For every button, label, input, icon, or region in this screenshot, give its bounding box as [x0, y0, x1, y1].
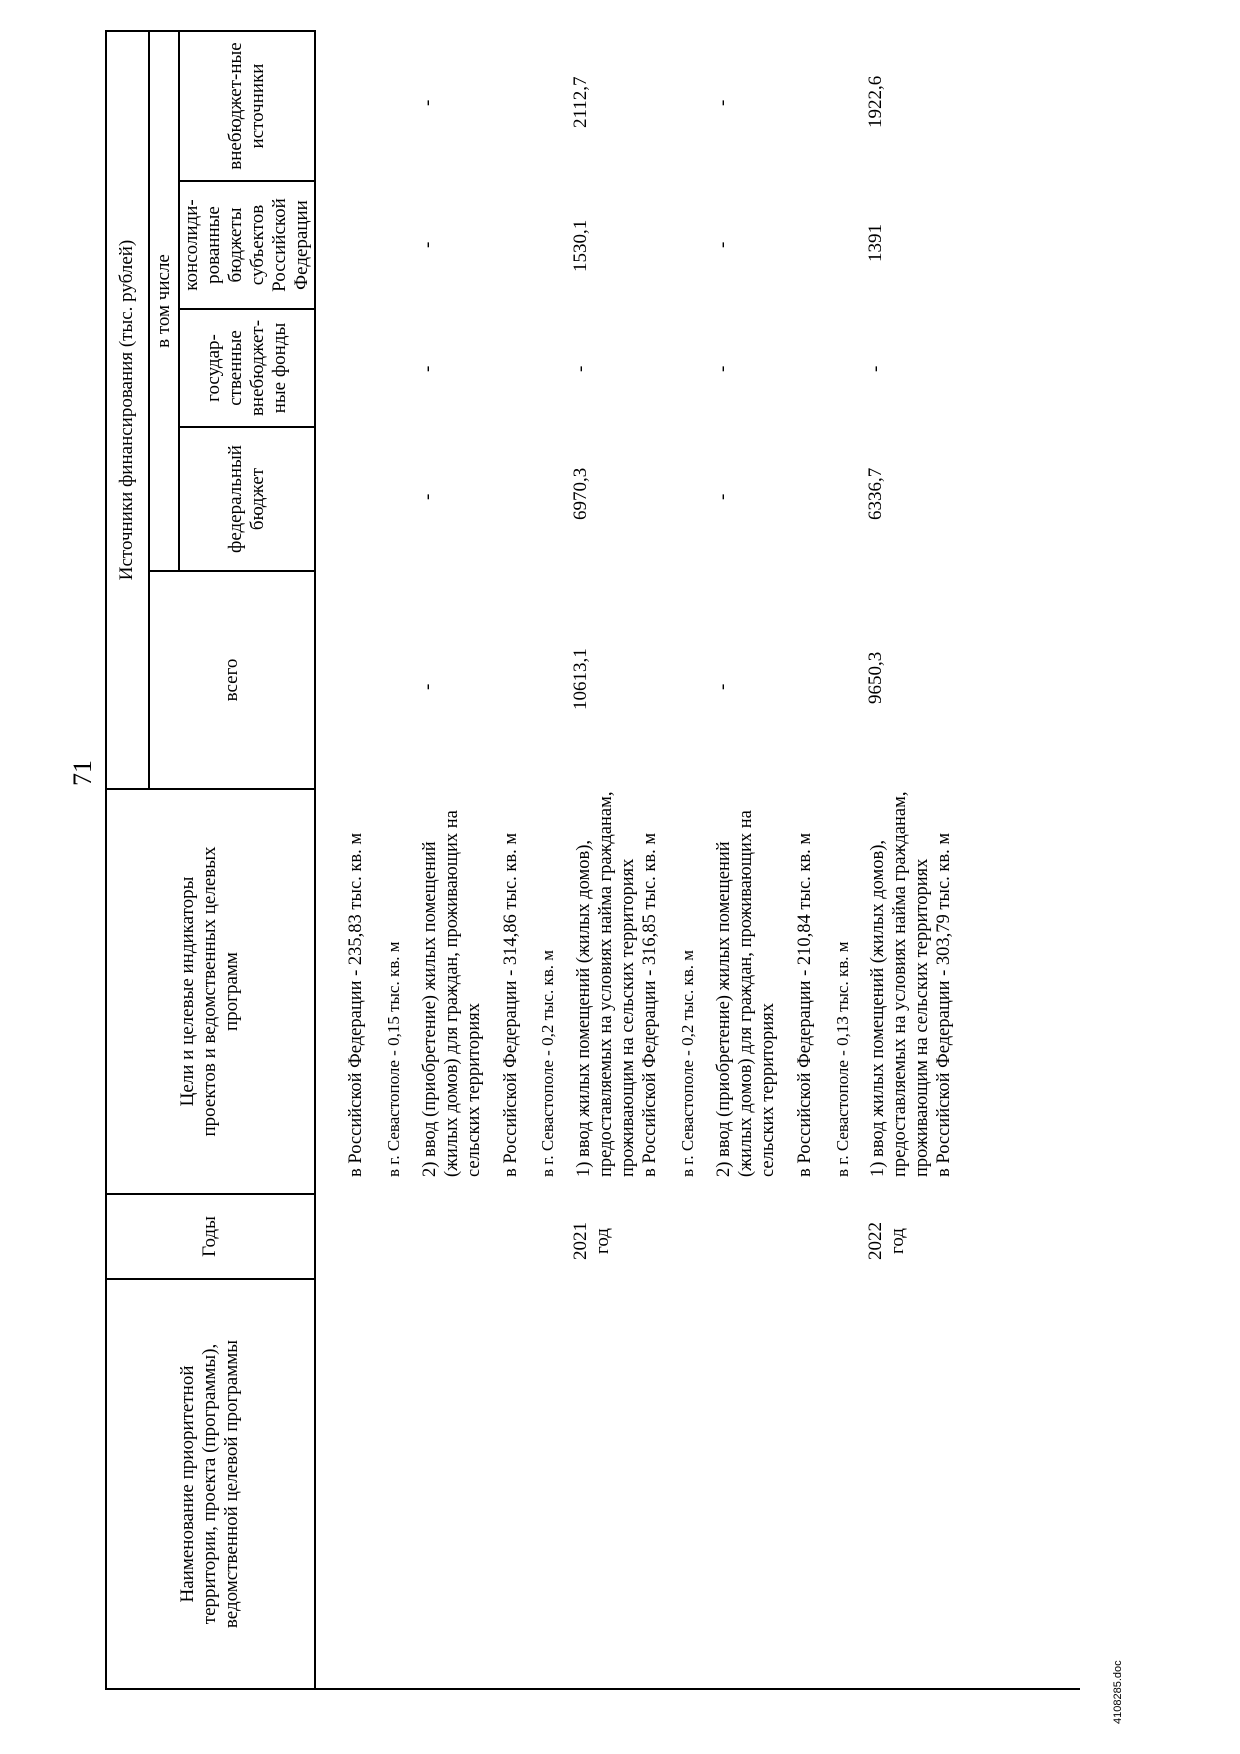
goal-line: 1) ввод жилых помещений (жилых домов), [868, 839, 888, 1177]
goal-line: в Российской Федерации - 316,85 тыс. кв. м [640, 832, 660, 1177]
value-total: - [417, 683, 438, 690]
goal-line: (жилых домов) для граждан, проживающих на [442, 810, 462, 1177]
value-extrabudget: 1922,6 [865, 75, 886, 128]
value-federal: - [417, 493, 438, 500]
table-left-border [105, 1688, 1080, 1690]
year-2021: 2021 [570, 1222, 591, 1260]
header-state-funds: государ-ственные внебюджет-ные фонды [203, 319, 290, 417]
value-consolidated: - [417, 241, 438, 248]
goal-line: сельских территориях [464, 1003, 484, 1177]
footer-filename: 4108285.doc [1112, 1660, 1124, 1724]
goal-line: проживающим на сельских территориях [912, 858, 932, 1177]
value-consolidated: - [712, 241, 733, 248]
goal-line: предоставляемых на условиях найма гражданам, [596, 791, 616, 1177]
value-state-funds: - [865, 365, 886, 372]
value-state-funds: - [417, 365, 438, 372]
value-consolidated: 1391 [865, 224, 886, 262]
value-total: 10613,1 [570, 648, 591, 710]
col-divider [105, 1278, 315, 1280]
header-name: Наименование приоритетной территории, проекта (программы), ведомственной целевой программы [176, 1339, 242, 1629]
value-federal: 6970,3 [570, 467, 591, 520]
goal-line: в Российской Федерации - 314,86 тыс. кв. м [501, 832, 521, 1177]
goal-line: проживающим на сельских территориях [618, 858, 638, 1177]
header-goals: Цели и целевые индикаторы проектов и ведомственных целевых программ [176, 846, 242, 1137]
goal-line: в Российской Федерации - 235,83 тыс. кв. м [346, 832, 366, 1177]
header-extrabudget: внебюджет-ные источники [225, 42, 268, 170]
goal-line: в г. Севастополе - 0,13 тыс. кв. м [833, 941, 852, 1177]
page-number: 71 [68, 760, 97, 786]
value-consolidated: 1530,1 [570, 219, 591, 272]
goal-line: 2) ввод (приобретение) жилых помещений [714, 841, 734, 1177]
value-total: - [712, 683, 733, 690]
value-federal: 6336,7 [865, 467, 886, 520]
value-state-funds: - [570, 365, 591, 372]
value-total: 9650,3 [865, 651, 886, 704]
funding-table [105, 30, 1080, 1690]
year-2022: 2022 [865, 1222, 886, 1260]
goal-line: сельских территориях [758, 1003, 778, 1177]
value-federal: - [712, 493, 733, 500]
header-including: в том числе [153, 254, 174, 348]
header-years: Годы [198, 1216, 220, 1257]
value-state-funds: - [712, 365, 733, 372]
goal-line: в Российской Федерации - 303,79 тыс. кв. м [934, 832, 954, 1177]
goal-line: в Российской Федерации - 210,84 тыс. кв. м [795, 832, 815, 1177]
goal-line: в г. Севастополе - 0,2 тыс. кв. м [678, 949, 697, 1177]
goal-line: (жилых домов) для граждан, проживающих на [736, 810, 756, 1177]
goal-line: в г. Севастополе - 0,2 тыс. кв. м [538, 949, 557, 1177]
header-consolidated: консолиди-рованные бюджеты субъектов Российской Федерации [181, 198, 312, 292]
goal-line: предоставляемых на условиях найма гражданам, [890, 791, 910, 1177]
year-2021-suffix: год [592, 1228, 613, 1254]
header-federal: федеральный бюджет [225, 445, 268, 553]
goal-line: 2) ввод (приобретение) жилых помещений [420, 841, 440, 1177]
value-extrabudget: - [712, 99, 733, 106]
year-2022-suffix: год [887, 1228, 908, 1254]
goal-line: 1) ввод жилых помещений (жилых домов), [574, 839, 594, 1177]
header-bottom-border [314, 30, 316, 1690]
header-total: всего [221, 658, 242, 702]
value-extrabudget: 2112,7 [570, 76, 591, 128]
header-funding: Источники финансирования (тыс. рублей) [115, 239, 137, 581]
goal-line: в г. Севастополе - 0,15 тыс. кв. м [384, 941, 403, 1177]
value-extrabudget: - [417, 99, 438, 106]
